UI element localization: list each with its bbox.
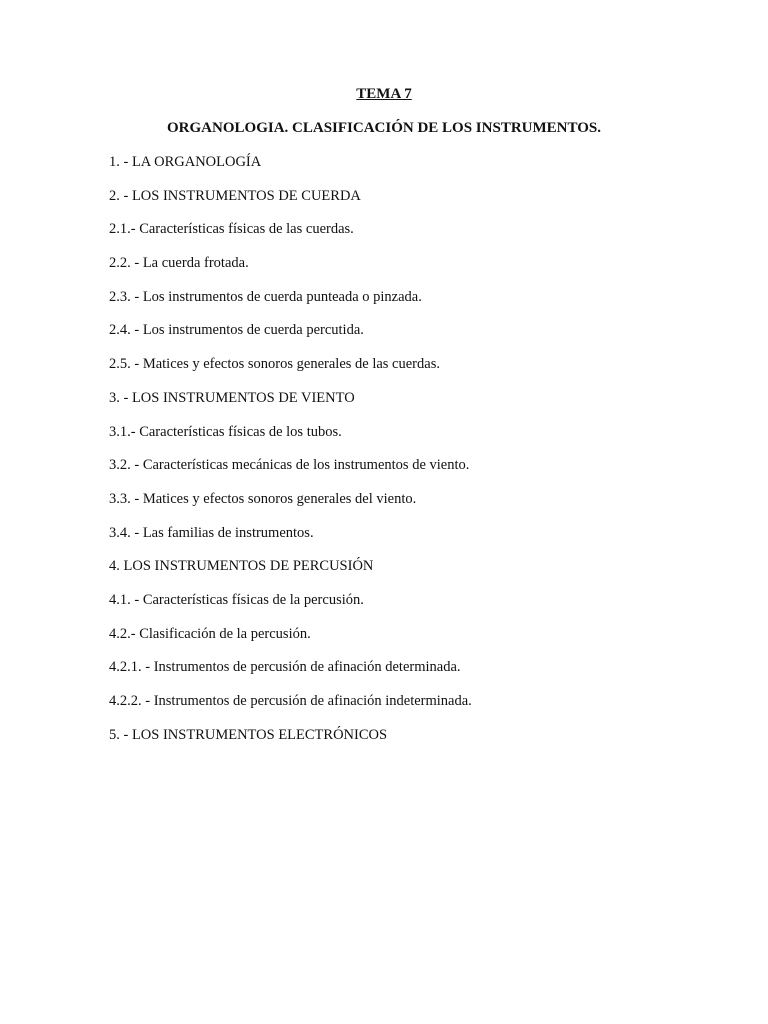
toc-item: 4.1. - Características físicas de la percusión. — [109, 591, 364, 608]
toc-item: 4. LOS INSTRUMENTOS DE PERCUSIÓN — [109, 558, 374, 575]
toc-item: 2.2. - La cuerda frotada. — [109, 255, 249, 272]
toc-item: 2. - LOS INSTRUMENTOS DE CUERDA — [109, 187, 361, 204]
toc-item: 2.5. - Matices y efectos sonoros generales de las cuerdas. — [109, 356, 440, 373]
toc-item: 4.2.- Clasificación de la percusión. — [109, 625, 311, 642]
toc-item: 2.1.- Características físicas de las cuerdas. — [109, 221, 354, 238]
toc-item: 4.2.1. - Instrumentos de percusión de afinación determinada. — [109, 659, 461, 676]
toc-item: 5. - LOS INSTRUMENTOS ELECTRÓNICOS — [109, 726, 388, 743]
table-of-contents — [109, 152, 729, 758]
toc-item: 3.4. - Las familias de instrumentos. — [109, 524, 314, 541]
toc-item: 3. - LOS INSTRUMENTOS DE VIENTO — [109, 389, 355, 406]
document-title: TEMA 7 — [356, 86, 412, 102]
toc-item: 4.2.2. - Instrumentos de percusión de afinación indeterminada. — [109, 693, 472, 709]
toc-item: 2.4. - Los instrumentos de cuerda percutida. — [109, 322, 364, 339]
document-subtitle: ORGANOLOGIA. CLASIFICACIÓN DE LOS INSTRUMENTOS. — [167, 120, 601, 136]
toc-item: 3.1.- Características físicas de los tubos. — [109, 423, 342, 440]
toc-item: 1. - LA ORGANOLOGÍA — [109, 154, 262, 170]
toc-item: 3.3. - Matices y efectos sonoros generales del viento. — [109, 490, 417, 507]
toc-item: 3.2. - Características mecánicas de los instrumentos de viento. — [109, 457, 470, 474]
toc-item: 2.3. - Los instrumentos de cuerda punteada o pinzada. — [109, 288, 422, 305]
